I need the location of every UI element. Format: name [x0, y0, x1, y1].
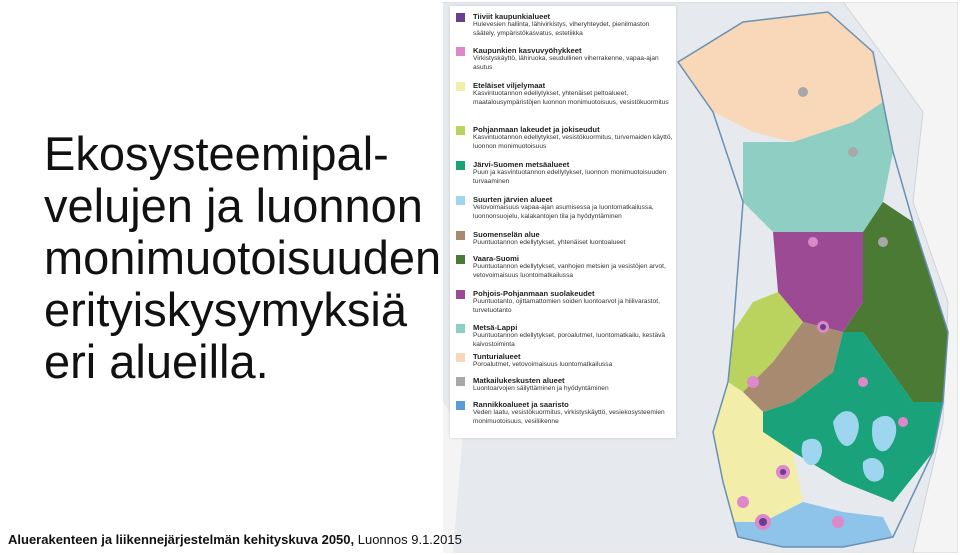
city-area	[737, 496, 749, 508]
city-area	[808, 237, 818, 247]
legend-description: Vetovoimaisuus vapaa-ajan asumisessa ja luontomatkailussa, luonnonsuojelu, kalakantojen tila ja hyödyntäminen	[473, 204, 654, 220]
legend-swatch	[456, 290, 465, 299]
legend-swatch	[456, 82, 465, 91]
legend-swatch	[456, 126, 465, 135]
legend-description: Puuntuotanto, ojittamattomien soiden luontoarvot ja hiilivarastot, turvetuotanto	[473, 298, 660, 314]
title-line-1: Ekosysteemipal-	[44, 127, 389, 180]
city-area	[759, 518, 767, 526]
legend-description: Puun ja kasvintuotannon edellytykset, luonnon monimuotoisuuden turvaaminen	[473, 169, 667, 185]
legend-title: Metsä-Lappi	[473, 323, 518, 332]
city-area	[820, 324, 826, 330]
legend-swatch	[456, 401, 465, 410]
title-line-3: monimuotoisuuden	[44, 231, 442, 284]
city-area	[747, 376, 759, 388]
city-area	[832, 516, 844, 528]
title-line-5: eri alueilla.	[44, 335, 269, 388]
legend-title: Kaupunkien kasvuvyöhykkeet	[473, 46, 582, 55]
tourism-center	[798, 87, 808, 97]
map-legend	[450, 6, 676, 438]
legend-description: Kasvintuotannon edellytykset, yhtenäiset peltoalueet, maatalousympäristöjen luonnon monimuotoisuus, vesistökuormitus	[473, 90, 669, 106]
caption-normal: Luonnos 9.1.2015	[354, 532, 462, 547]
legend-title: Järvi-Suomen metsäalueet	[473, 160, 570, 169]
legend-swatch	[456, 255, 465, 264]
legend-swatch	[456, 13, 465, 22]
title-line-2: velujen ja luonnon	[44, 179, 423, 232]
legend-description: Puuntuotannon edellytykset, vanhojen metsien ja vesistöjen arvot, vetovoimaisuus luontomatkailussa	[473, 263, 666, 279]
legend-title: Rannikkoalueet ja saaristo	[473, 400, 569, 409]
legend-title: Vaara-Suomi	[473, 254, 520, 263]
legend-title: Suurten järvien alueet	[473, 195, 553, 204]
legend-title: Pohjanmaan lakeudet ja jokiseudut	[473, 125, 600, 134]
tourism-center	[878, 237, 888, 247]
legend-swatch	[456, 324, 465, 333]
legend-description: Puuntuotannon edellytykset, yhtenäiset luontoalueet	[473, 239, 626, 246]
legend-swatch	[456, 196, 465, 205]
page-title	[44, 127, 442, 388]
legend-title: Pohjois-Pohjanmaan suolakeudet	[473, 289, 595, 298]
city-area	[858, 377, 868, 387]
legend-title: Tunturialueet	[473, 352, 521, 361]
legend-swatch	[456, 47, 465, 56]
caption-bold: Aluerakenteen ja liikennejärjestelmän kehityskuva 2050,	[8, 532, 355, 547]
legend-description: Puuntuotannon edellytykset, poroalutmet, luontomatkailu, kestävä kaivostoiminta	[473, 332, 666, 348]
legend-description: Kasvintuotannon edellytykset, vesistökuormitus, turvemaiden käyttö, luonnon monimuotoisuus	[473, 134, 673, 150]
legend-description: Veden laatu, vesistökuormitus, virkistyskäyttö, vesiekosysteemien monimuotoisuus, vesiliikenne	[473, 409, 665, 425]
legend-description: Poroalutmet, vetovoimaisuus luontomatkailussa	[473, 361, 613, 368]
city-area	[780, 469, 786, 475]
legend-swatch	[456, 231, 465, 240]
legend-swatch	[456, 377, 465, 386]
source-caption	[8, 532, 462, 547]
legend-description: Virkistyskäyttö, lähiruoka, seudullinen viherrakenne, vapaa-ajan asutus	[473, 55, 659, 71]
city-area	[898, 417, 908, 427]
legend-description: Luontoarvojen säilyttäminen ja hyödyntäminen	[473, 385, 609, 392]
legend-swatch	[456, 161, 465, 170]
legend-title: Suomenselän alue	[473, 230, 540, 239]
legend-title: Matkailukeskusten alueet	[473, 376, 565, 385]
tourism-center	[848, 147, 858, 157]
legend-description: Hulevesien hallinta, lähivirkistys, viheryhteydet, pienilmaston säätely, ympäristökasvatus, estetiikka	[473, 21, 650, 37]
legend-title: Tiiviit kaupunkialueet	[473, 12, 551, 21]
legend-title: Eteläiset viljelymaat	[473, 81, 546, 90]
title-line-4: erityiskysymyksiä	[44, 283, 407, 336]
legend-swatch	[456, 353, 465, 362]
